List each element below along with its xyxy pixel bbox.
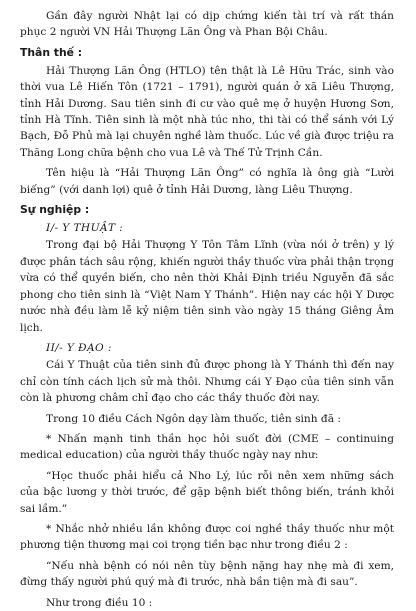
quote-paragraph-1: “Học thuốc phải hiểu cả Nho Lý, lúc rỗi nên xem những sách của bậc lương y thời trước, để gặp bệnh biết thông biến, tránh khỏi sai lầm.” (20, 469, 394, 515)
than-the-heading: Thân thế : (20, 45, 83, 59)
than-the-paragraph-2: Tên hiệu là “Hải Thượng Lãn Ông” có nghĩa là ông già “Lười biếng” (với danh lợi) quê ở tỉnh Hải Dương, làng Liêu Thượng. (20, 167, 394, 196)
y-dao-heading: II/- Y ĐẠO : (46, 341, 112, 354)
y-thuat-paragraph: Trong đại bộ Hải Thượng Y Tôn Tâm Lĩnh (vừa nói ở trên) y lý được phân tách sâu rộng, khiến người thầy thuốc vừa phải thận trọng vừa có thể quyền biến, cho nên thời Khải Định triều Nguyễn đã sắc phong cho tiên sinh là “Việt Nam Y Thánh”. Hiện nay các hội Y Dược nước nhà đều làm lễ kỷ niệm tiên sinh vào ngày 15 tháng Giêng Âm lịch. (20, 239, 394, 334)
intro-paragraph: Gần đây người Nhật lại có dịp chứng kiến tài trí và rất thán phục 2 người VN Hải Thượng Lãn Ông và Phan Bội Châu. (20, 10, 394, 39)
closing-paragraph: Như trong điều 10 : (46, 596, 153, 609)
bullet-paragraph-2: * Nhắc nhở nhiều lần không được coi nghề thầy thuốc như một phương tiện thương mại coi trọng tiền bạc như trong điều 2 : (20, 522, 394, 552)
quote-paragraph-2: “Nếu nhà bệnh có nói nên tùy bệnh nặng hay nhẹ mà đi xem, đừng thấy người phú quý mà đi trước, nhà bần tiện mà đi sau”. (20, 559, 394, 589)
y-thuat-heading: I/- Y THUẬT : (46, 222, 124, 235)
y-dao-paragraph: Cái Y Thuật của tiên sinh đủ được phong là Y Thánh thì đến nay chỉ còn tính cách lịch sử mà thôi. Nhưng cái Y Đạo của tiên sinh vẫn còn là phương châm chỉ đạo cho các thầy thuốc đời nay. (20, 359, 394, 405)
bullet-paragraph-1: * Nhấn mạnh tinh thần học hỏi suốt đời (CME – continuing medical education) của người thầy thuốc ngày nay như: (20, 432, 394, 462)
than-the-paragraph-1: Hải Thượng Lãn Ông (HTLO) tên thật là Lê Hữu Trác, sinh vào thời vua Lê Hiến Tôn (1721 – 1791), người quán ở xã Liêu Thượng, tỉnh Hải Dương. Sau tiên sinh đi cư vào quê mẹ ở huyện Hương Sơn, tỉnh Hà Tĩnh. Tiên sinh là một nhà túc nho, thi tài có thể sánh với Lý Bạch, Đỗ Phủ mà lại chuyên nghề làm thuốc. Lúc về già được triệu ra Thăng Long chữa bệnh cho vua Lê và Thế Tử Trịnh Cần. (20, 64, 394, 159)
su-nghiep-heading: Sự nghiệp : (20, 203, 90, 217)
y-dao-paragraph-2: Trong 10 điều Cách Ngôn dạy làm thuốc, tiên sinh đã : (46, 412, 341, 425)
